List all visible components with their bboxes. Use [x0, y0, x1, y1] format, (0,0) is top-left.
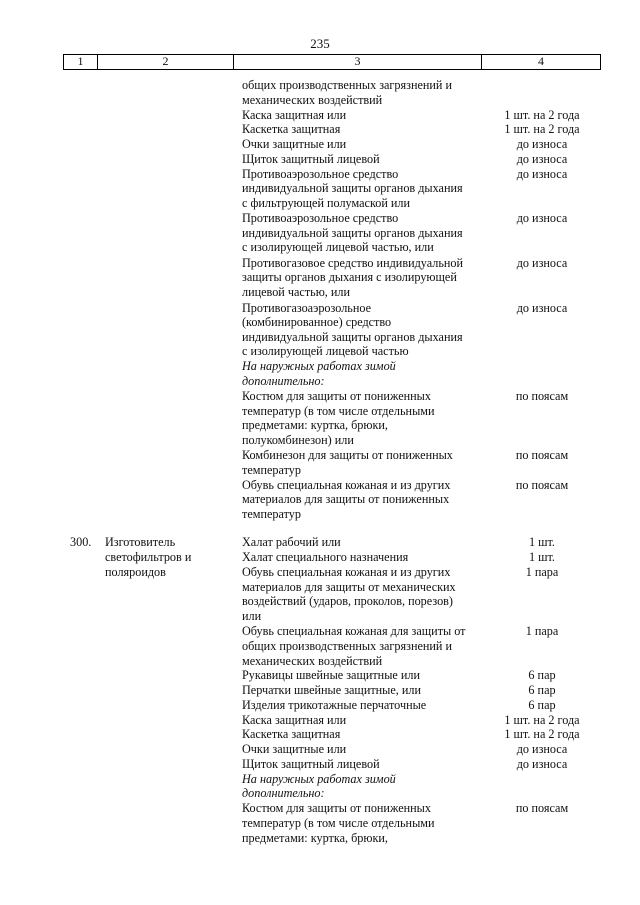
item-description: температур [242, 507, 301, 521]
page-number: 235 [310, 36, 330, 51]
item-quantity: по поясам [515, 801, 569, 815]
item-description: Очки защитные или [242, 742, 347, 756]
item-description: Обувь специальная кожаная для защиты от [242, 624, 466, 638]
item-description: предметами: куртка, брюки, [242, 831, 388, 845]
item-description: Халат рабочий или [242, 535, 341, 549]
item-quantity: до износа [516, 137, 568, 151]
item-quantity: 1 пара [525, 624, 559, 638]
item-description: температур [242, 463, 301, 477]
item-quantity: 6 пар [528, 668, 556, 682]
item-description: общих производственных загрязнений и [242, 78, 453, 92]
item-description: полукомбинезон) или [242, 433, 354, 447]
header-col-1: 1 [64, 55, 98, 69]
item-quantity: 1 шт. на 2 года [504, 122, 580, 136]
item-quantity: 6 пар [528, 683, 556, 697]
item-quantity: до износа [516, 211, 568, 225]
item-description: Каска защитная или [242, 713, 347, 727]
item-description: с изолирующей лицевой частью [242, 344, 409, 358]
item-description: Комбинезон для защиты от пониженных [242, 448, 453, 462]
item-description: механических воздействий [242, 654, 383, 668]
item-description: общих производственных загрязнений и [242, 639, 453, 653]
item-description: Изделия трикотажные перчаточные [242, 698, 427, 712]
item-description: материалов для защиты от механических [242, 580, 456, 594]
item-quantity: до износа [516, 742, 568, 756]
item-quantity: 1 шт. [529, 535, 555, 549]
profession-name: светофильтров и [105, 550, 192, 564]
item-quantity: 1 шт. на 2 года [504, 108, 580, 122]
item-description: Противогазоаэрозольное [242, 301, 372, 315]
item-description: с изолирующей лицевой частью, или [242, 240, 434, 254]
item-description: индивидуальной защиты органов дыхания [242, 330, 463, 344]
item-description: Обувь специальная кожаная и из других [242, 478, 451, 492]
item-quantity: до износа [516, 167, 568, 181]
item-description: Щиток защитный лицевой [242, 757, 380, 771]
item-quantity: 1 шт. на 2 года [504, 713, 580, 727]
item-description: Обувь специальная кожаная и из других [242, 565, 451, 579]
item-quantity: до износа [516, 301, 568, 315]
item-number: 300. [70, 535, 92, 549]
item-description: механических воздействий [242, 93, 383, 107]
item-description: или [242, 609, 262, 623]
winter-note: дополнительно: [242, 374, 325, 388]
item-quantity: по поясам [515, 389, 569, 403]
item-description: температур (в том числе отдельными [242, 404, 435, 418]
item-quantity: до износа [516, 757, 568, 771]
item-description: защиты органов дыхания с изолирующей [242, 270, 457, 284]
item-quantity: 1 шт. [529, 550, 555, 564]
item-description: индивидуальной защиты органов дыхания [242, 181, 463, 195]
item-description: Противогазовое средство индивидуальной [242, 256, 464, 270]
item-description: предметами: куртка, брюки, [242, 418, 388, 432]
item-quantity: 1 шт. на 2 года [504, 727, 580, 741]
item-description: Перчатки швейные защитные, или [242, 683, 422, 697]
item-description: воздействий (ударов, проколов, порезов) [242, 594, 453, 608]
item-description: Костюм для защиты от пониженных [242, 389, 431, 403]
item-description: Очки защитные или [242, 137, 347, 151]
item-quantity: по поясам [515, 448, 569, 462]
item-description: температур (в том числе отдельными [242, 816, 435, 830]
header-col-3: 3 [234, 55, 482, 69]
item-quantity: до износа [516, 256, 568, 270]
table-header-row [63, 54, 601, 70]
profession-name: поляроидов [105, 565, 166, 579]
item-quantity: 6 пар [528, 698, 556, 712]
winter-note: дополнительно: [242, 786, 325, 800]
winter-note: На наружных работах зимой [242, 772, 396, 786]
header-col-4: 4 [538, 54, 544, 68]
winter-note: На наружных работах зимой [242, 359, 396, 373]
item-quantity: 1 пара [525, 565, 559, 579]
item-description: Каска защитная или [242, 108, 347, 122]
item-quantity: до износа [516, 152, 568, 166]
item-description: Противоаэрозольное средство [242, 211, 399, 225]
profession-name: Изготовитель [105, 535, 176, 549]
item-description: с фильтрующей полумаской или [242, 196, 411, 210]
item-description: Противоаэрозольное средство [242, 167, 399, 181]
item-description: Костюм для защиты от пониженных [242, 801, 431, 815]
item-description: Рукавицы швейные защитные или [242, 668, 420, 682]
item-description: индивидуальной защиты органов дыхания [242, 226, 463, 240]
item-description: (комбинированное) средство [242, 315, 392, 329]
item-quantity: по поясам [515, 478, 569, 492]
item-description: Щиток защитный лицевой [242, 152, 380, 166]
item-description: Каскетка защитная [242, 122, 341, 136]
item-description: лицевой частью, или [242, 285, 351, 299]
item-description: Каскетка защитная [242, 727, 341, 741]
item-description: материалов для защиты от пониженных [242, 492, 450, 506]
item-description: Халат специального назначения [242, 550, 409, 564]
header-col-2: 2 [98, 55, 234, 69]
